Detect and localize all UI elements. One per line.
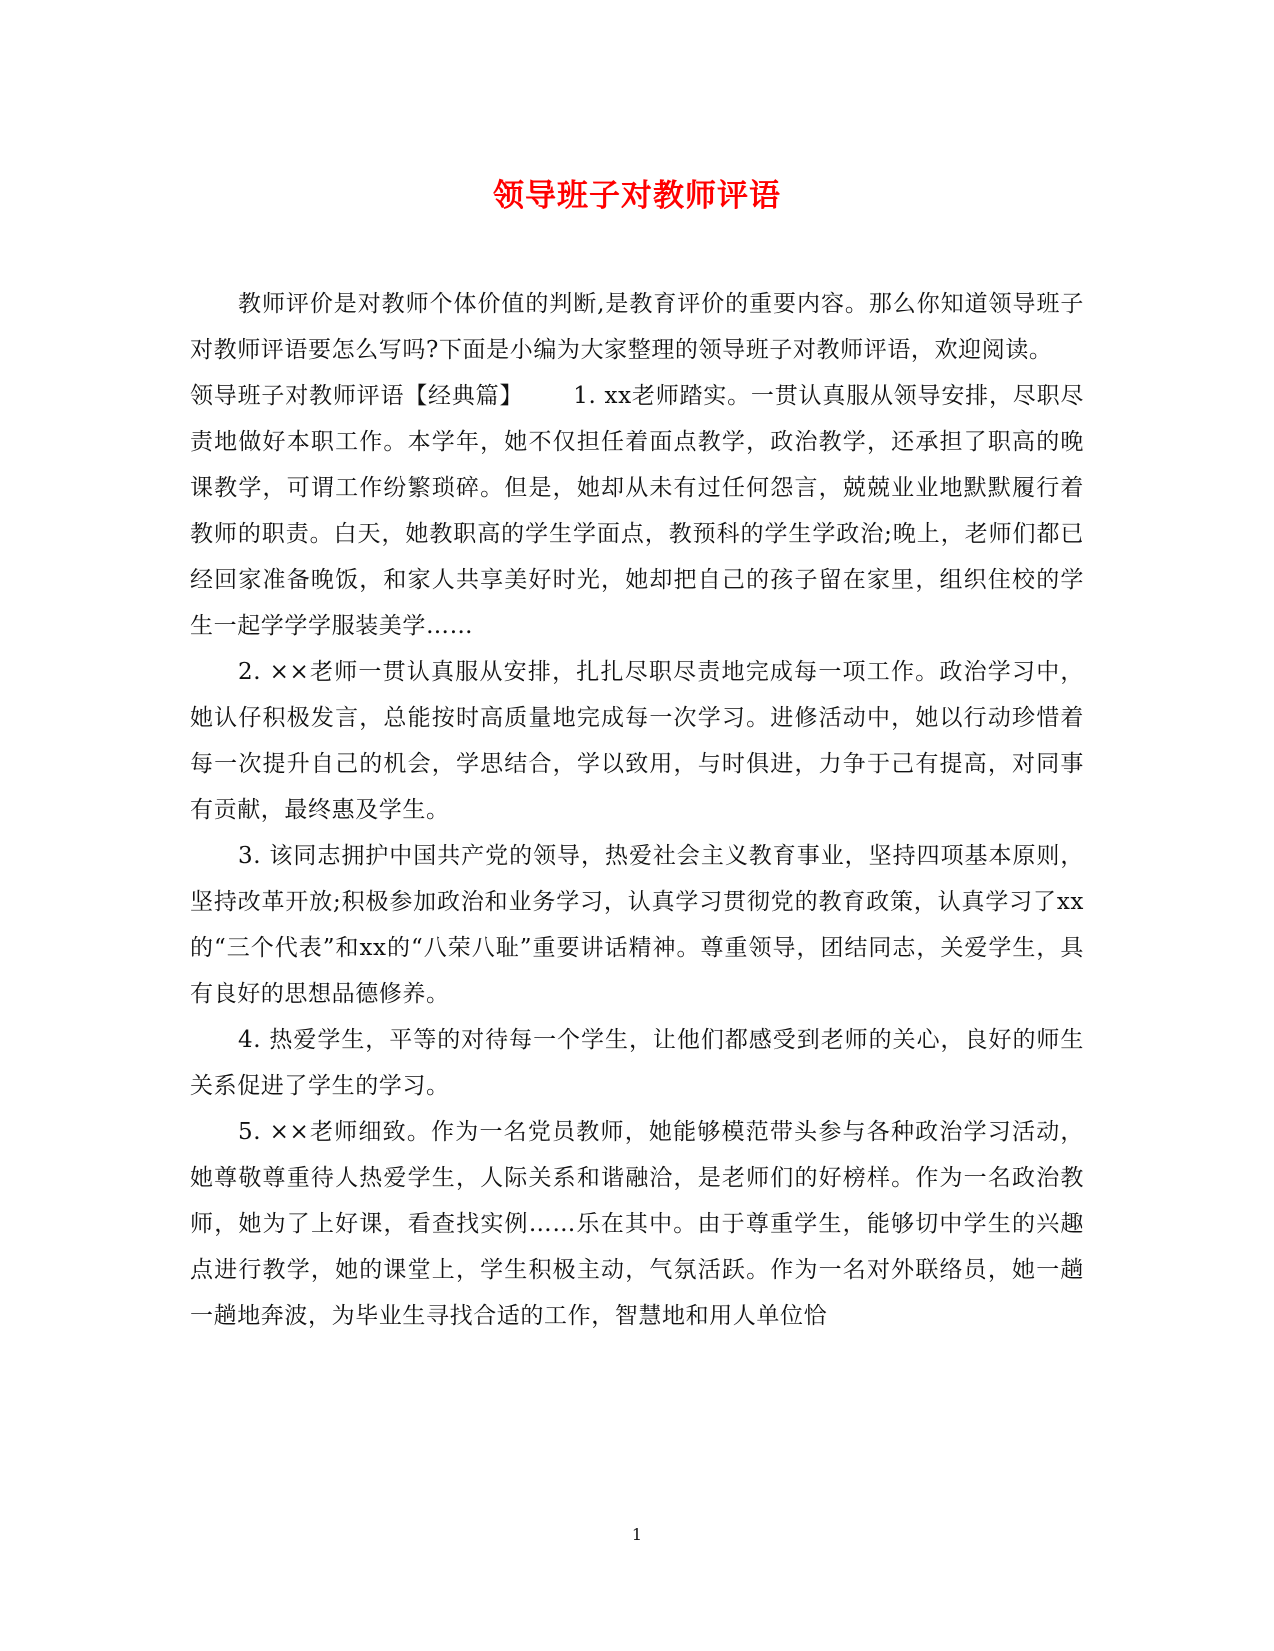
intro-paragraph: 教师评价是对教师个体价值的判断,是教育评价的重要内容。那么你知道领导班子对教师评语要怎么写吗?下面是小编为大家整理的领导班子对教师评语，欢迎阅读。	[190, 291, 1084, 363]
page-number: 1	[631, 1525, 643, 1544]
comment-item-3: 3. 该同志拥护中国共产党的领导，热爱社会主义教育事业，坚持四项基本原则，坚持改革开放;积极参加政治和业务学习，认真学习贯彻党的教育政策，认真学习了xx的“三个代表”和xx的“八荣八耻”重要讲话精神。尊重领导，团结同志，关爱学生，具有良好的思想品德修养。	[190, 843, 1084, 1007]
comment-item-5: 5. ××老师细致。作为一名党员教师，她能够模范带头参与各种政治学习活动，她尊敬尊重待人热爱学生，人际关系和谐融洽，是老师们的好榜样。作为一名政治教师，她为了上好课，看查找实例……乐在其中。由于尊重学生，能够切中学生的兴趣点进行教学，她的课堂上，学生积极主动，气氛活跃。作为一名对外联络员，她一趟一趟地奔波，为毕业生寻找合适的工作，智慧地和用人单位恰	[190, 1119, 1084, 1329]
section-paragraph-1	[190, 373, 1084, 649]
comment-item-4: 4. 热爱学生，平等的对待每一个学生，让他们都感受到老师的关心，良好的师生关系促进了学生的学习。	[190, 1027, 1084, 1099]
document-title: 领导班子对教师评语	[493, 178, 781, 214]
comment-item-2: 2. ××老师一贯认真服从安排，扎扎尽职尽责地完成每一项工作。政治学习中，她认仔积极发言，总能按时高质量地完成每一次学习。进修活动中，她以行动珍惜着每一次提升自己的机会，学思结合，学以致用，与时俱进，力争于己有提高，对同事有贡献，最终惠及学生。	[190, 659, 1084, 823]
section-heading: 领导班子对教师评语【经典篇】	[190, 383, 524, 409]
comment-item-1: 1. xx老师踏实。一贯认真服从领导安排，尽职尽责地做好本职工作。本学年，她不仅担任着面点教学，政治教学，还承担了职高的晚课教学，可谓工作纷繁琐碎。但是，她却从未有过任何怨言，兢兢业业地默默履行着教师的职责。白天，她教职高的学生学面点，教预科的学生学政治;晚上，老师们都已经回家准备晚饭，和家人共享美好时光，她却把自己的孩子留在家里，组织住校的学生一起学学学服装美学……	[190, 383, 1084, 639]
document-body	[190, 281, 1084, 1339]
